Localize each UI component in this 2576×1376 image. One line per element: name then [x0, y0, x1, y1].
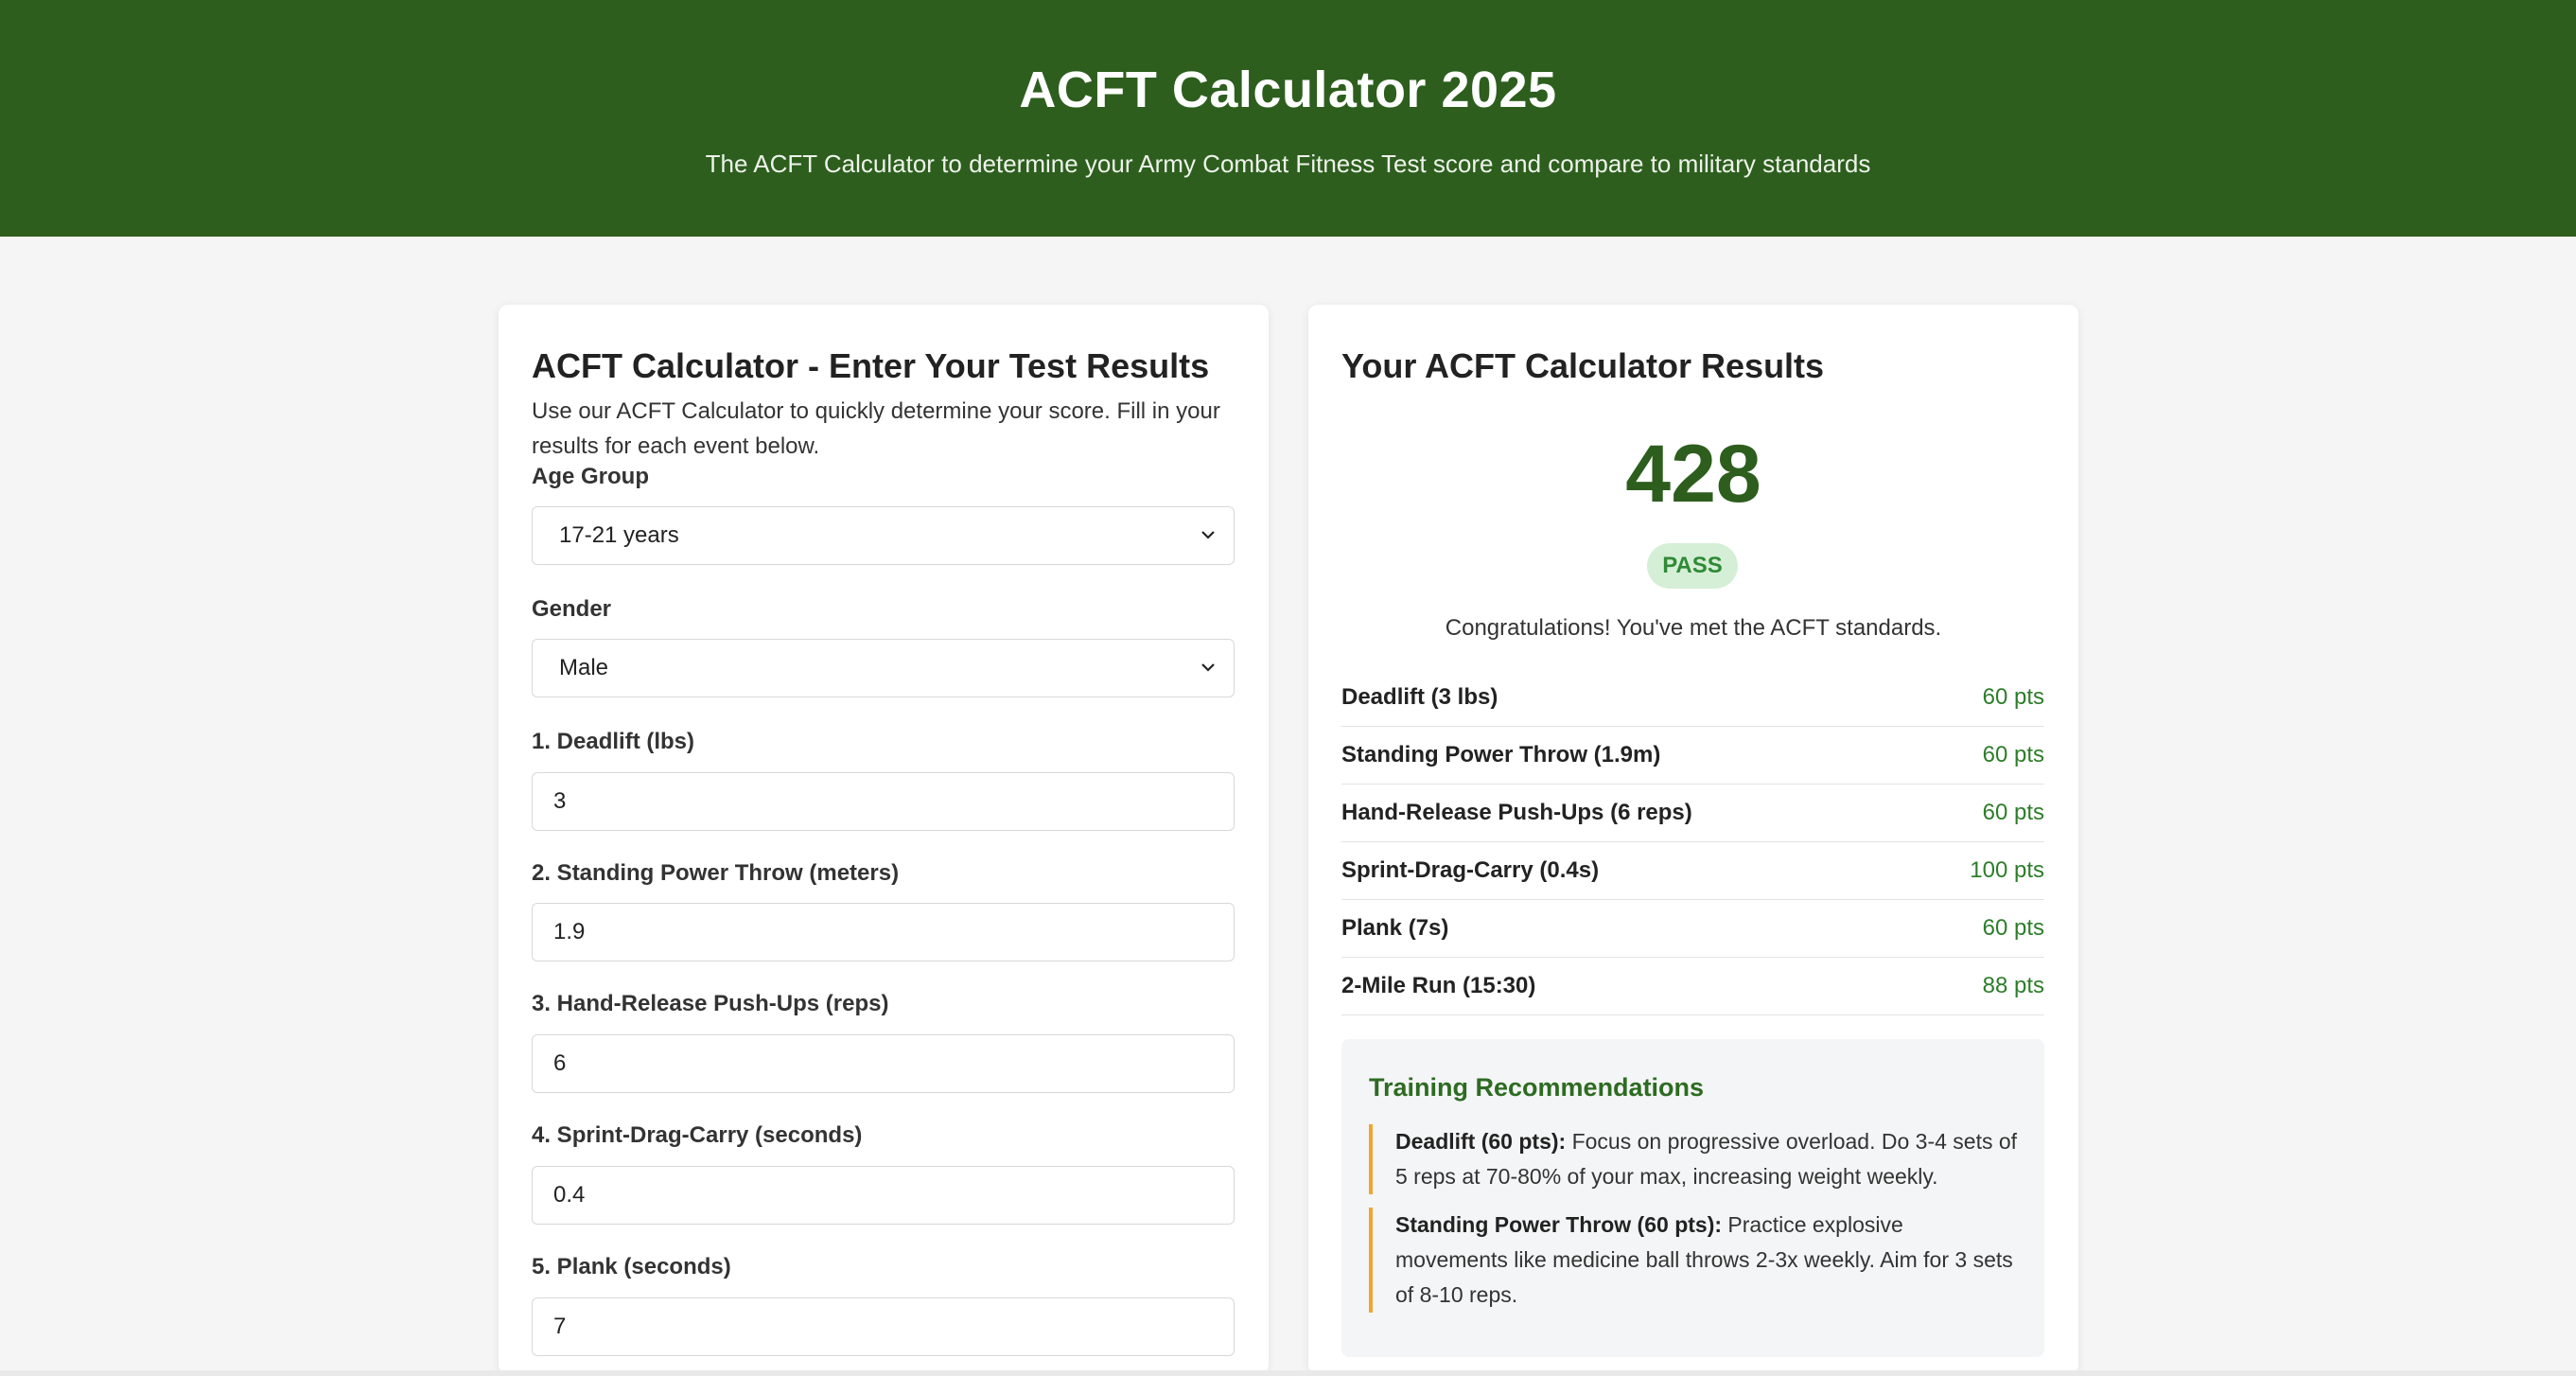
- results-title: Your ACFT Calculator Results: [1341, 346, 1825, 385]
- gender-select[interactable]: [532, 639, 1235, 697]
- event-row: [1341, 842, 2044, 900]
- page-header: [0, 0, 2576, 237]
- event-name: Standing Power Throw (1.9m): [1341, 742, 1661, 767]
- event-row: [1341, 785, 2044, 842]
- bottom-divider: [0, 1370, 2576, 1376]
- event-name: Hand-Release Push-Ups (6 reps): [1341, 800, 1692, 825]
- age-group-label: Age Group: [532, 464, 649, 489]
- plank-label: 5. Plank (seconds): [532, 1254, 731, 1279]
- gender-label: Gender: [532, 596, 612, 622]
- event-name: Deadlift (3 lbs): [1341, 684, 1498, 710]
- event-points: 60 pts: [1982, 800, 2044, 825]
- gender-value: Male: [559, 655, 609, 680]
- chevron-down-icon: [1200, 526, 1217, 543]
- status-badge: PASS: [1647, 543, 1738, 589]
- recommendation-item: [1369, 1124, 2022, 1194]
- result-message: Congratulations! You've met the ACFT standards.: [1445, 615, 1942, 641]
- event-points: 60 pts: [1982, 684, 2044, 710]
- form-title: ACFT Calculator - Enter Your Test Results: [532, 346, 1210, 385]
- push-ups-label: 3. Hand-Release Push-Ups (reps): [532, 991, 889, 1016]
- training-recommendations: [1341, 1039, 2044, 1357]
- standing-power-throw-input[interactable]: 1.9: [532, 903, 1235, 961]
- age-group-value: 17-21 years: [559, 522, 679, 548]
- event-name: Plank (7s): [1341, 915, 1449, 941]
- sprint-drag-carry-label: 4. Sprint-Drag-Carry (seconds): [532, 1122, 863, 1148]
- recommendation-text: Practice explosive movements like medicine ball throws 2-3x weekly. Aim for 3 sets of 8-10 reps.: [1395, 1212, 2013, 1307]
- results-panel: [1308, 305, 2078, 1374]
- recommendation-label: Standing Power Throw (60 pts):: [1395, 1212, 1723, 1237]
- training-title: Training Recommendations: [1369, 1073, 1705, 1102]
- chevron-down-icon: [1200, 659, 1217, 676]
- event-points: 60 pts: [1982, 742, 2044, 767]
- event-points: 88 pts: [1982, 973, 2044, 998]
- event-name: Sprint-Drag-Carry (0.4s): [1341, 857, 1600, 883]
- recommendation-item: [1369, 1208, 2022, 1313]
- form-intro: Use our ACFT Calculator to quickly determine your score. Fill in your results for each event below.: [532, 398, 1220, 459]
- deadlift-input[interactable]: 3: [532, 772, 1235, 831]
- page-title: ACFT Calculator 2025: [1019, 62, 1557, 118]
- age-group-select[interactable]: [532, 506, 1235, 565]
- event-row: [1341, 900, 2044, 958]
- event-points: 100 pts: [1970, 857, 2044, 883]
- recommendation-text: Focus on progressive overload. Do 3-4 sets of 5 reps at 70-80% of your max, increasing weight weekly.: [1395, 1129, 2018, 1189]
- event-name: 2-Mile Run (15:30): [1341, 973, 1536, 998]
- input-panel: [499, 305, 1269, 1374]
- event-row: [1341, 727, 2044, 785]
- event-row: [1341, 669, 2044, 727]
- recommendation-label: Deadlift (60 pts):: [1395, 1129, 1567, 1154]
- sprint-drag-carry-input[interactable]: 0.4: [532, 1166, 1235, 1225]
- event-points: 60 pts: [1982, 915, 2044, 941]
- deadlift-label: 1. Deadlift (lbs): [532, 729, 695, 754]
- plank-input[interactable]: 7: [532, 1297, 1235, 1356]
- standing-power-throw-label: 2. Standing Power Throw (meters): [532, 860, 900, 886]
- push-ups-input[interactable]: 6: [532, 1034, 1235, 1093]
- page-subtitle: The ACFT Calculator to determine your Army Combat Fitness Test score and compare to military standards: [705, 150, 1871, 178]
- event-row: [1341, 958, 2044, 1015]
- total-score: 428: [1625, 429, 1761, 520]
